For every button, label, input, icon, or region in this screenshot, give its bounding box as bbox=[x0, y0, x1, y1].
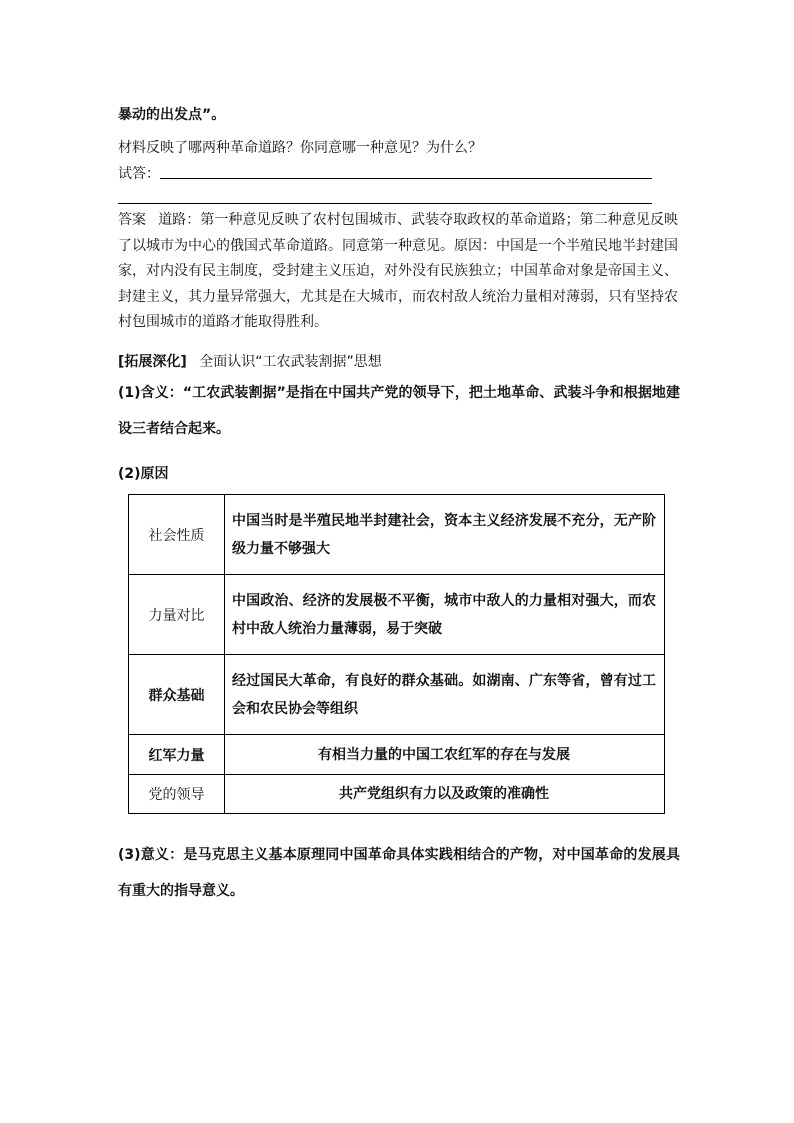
reason-key: 群众基础 bbox=[129, 655, 225, 735]
table-row bbox=[129, 495, 665, 575]
question-text: 材料反映了哪两种革命道路？你同意哪一种意见？为什么？ bbox=[118, 140, 482, 156]
reasons-heading: (2)原因 bbox=[118, 466, 169, 482]
reason-value: 经过国民大革命，有良好的群众基础。如湖南、广东等省，曾有过工会和农民协会等组织 bbox=[225, 655, 665, 735]
extension-title: 全面认识“工农武装割据”思想 bbox=[199, 354, 382, 370]
significance-paragraph: (3)意义：是马克思主义基本原理同中国革命具体实践相结合的产物，对中国革命的发展具有重大的指导意义。 bbox=[118, 847, 680, 899]
extension-tag: [拓展深化] bbox=[118, 354, 187, 370]
answer-paragraph bbox=[118, 208, 678, 336]
answer-blank-line-2 bbox=[118, 203, 652, 204]
reason-value: 有相当力量的中国工农红军的存在与发展 bbox=[225, 735, 665, 775]
answer-blank-line-1 bbox=[160, 178, 652, 179]
table-row bbox=[129, 775, 665, 814]
reason-value: 中国政治、经济的发展极不平衡，城市中敌人的力量相对强大，而农村中敌人统治力量薄弱，易于突破 bbox=[225, 575, 665, 655]
answer-text: 道路：第一种意见反映了农村包围城市、武装夺取政权的革命道路；第二种意见反映了以城市为中心的俄国式革命道路。同意第一种意见。原因：中国是一个半殖民地半封建国家，对内没有民主制度，受封建主义压迫，对外没有民族独立；中国革命对象是帝国主义、封建主义，其力量异常强大，尤其是在大城市，而农村敌人统治力量相对薄弱，只有坚持农村包围城市的道路才能取得胜利。 bbox=[118, 212, 679, 330]
reason-key: 力量对比 bbox=[129, 575, 225, 655]
extension-heading bbox=[118, 351, 382, 371]
reasons-table bbox=[128, 494, 665, 814]
reason-value: 共产党组织有力以及政策的准确性 bbox=[225, 775, 665, 814]
table-row bbox=[129, 655, 665, 735]
table-row bbox=[129, 575, 665, 655]
answer-label: 答案 bbox=[118, 212, 147, 228]
reason-key: 社会性质 bbox=[129, 495, 225, 575]
table-row bbox=[129, 735, 665, 775]
top-line: 暴动的出发点”。 bbox=[118, 107, 226, 123]
reason-key: 红军力量 bbox=[129, 735, 225, 775]
meaning-paragraph: (1)含义：“工农武装割据”是指在中国共产党的领导下，把土地革命、武装斗争和根据地建设三者结合起来。 bbox=[118, 385, 680, 437]
reason-value: 中国当时是半殖民地半封建社会，资本主义经济发展不充分，无产阶级力量不够强大 bbox=[225, 495, 665, 575]
try-answer-label: 试答： bbox=[118, 166, 160, 182]
reason-key: 党的领导 bbox=[129, 775, 225, 814]
